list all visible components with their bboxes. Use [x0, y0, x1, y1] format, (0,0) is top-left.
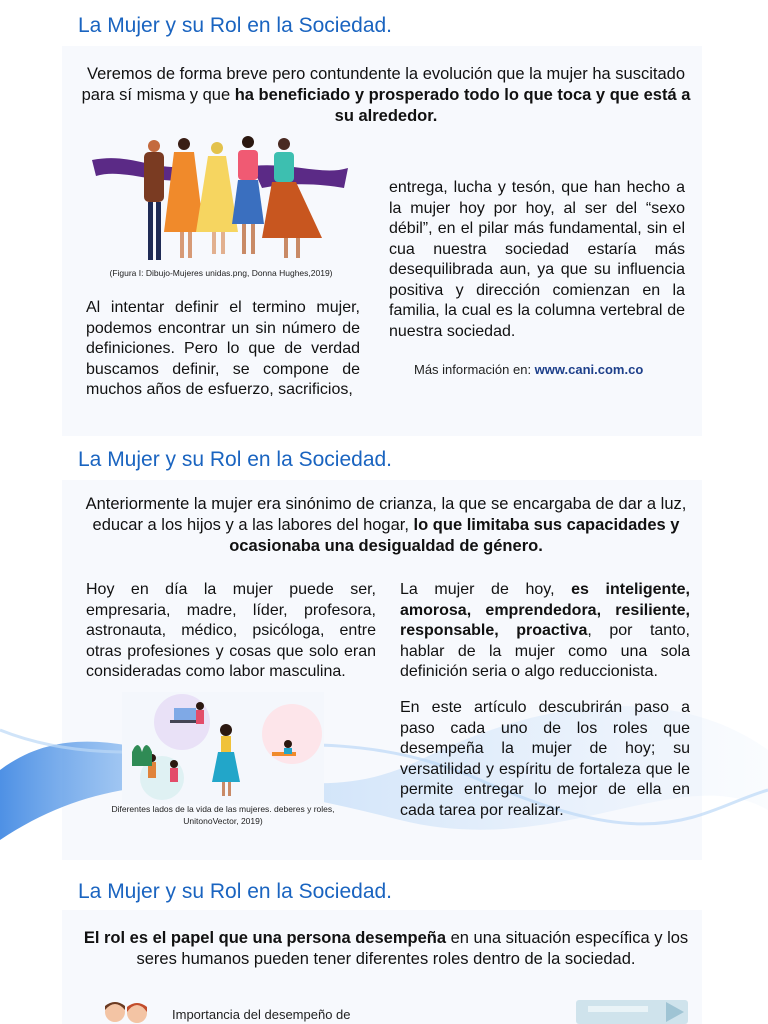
section-1-title: La Mujer y su Rol en la Sociedad. [78, 14, 393, 37]
section-2-title: La Mujer y su Rol en la Sociedad. [78, 448, 393, 471]
section-2-right-p1 [400, 580, 690, 683]
more-info-link[interactable]: www.cani.com.co [534, 362, 644, 377]
section-2-figure-caption-line2: UnitonoVector, 2019) [183, 816, 263, 826]
section-3-intro-text: en una situación específica y los seres humanos pueden tener diferentes roles dentro de la sociedad. [136, 929, 689, 968]
more-info-label: Más información en: [414, 362, 535, 377]
section-2-left-text: Hoy en día la mujer puede ser, empresaria, madre, líder, profesora, astronauta, médico, psicóloga, entre otras profesiones y cosas que solo eran consideradas como labor masculina. [86, 581, 376, 680]
section-1-left-text: Al intentar definir el termino mujer, podemos encontrar un sin número de definiciones. Pero lo que de verdad buscamos definir, se compone de muchos años de esfuerzo, sacrificios, [86, 299, 360, 398]
section-1-intro-bold: ha beneficiado y prosperado todo lo que toca y que está a su alrededor. [234, 86, 691, 125]
section-1-intro [78, 64, 694, 127]
section-2-right-p2: En este artículo descubrirán paso a paso cada uno de los roles que desempeña la mujer de hoy; su versatilidad y espíritu de fortaleza que le permite entregar lo mejor de ella en cada tarea por realizar. [400, 699, 690, 819]
section-1-figure-caption: (Figura I: Dibujo-Mujeres unidas.png, Donna Hughes,2019) [109, 268, 333, 278]
section-3-intro-bold: El rol es el papel que una persona desempeña [83, 929, 447, 947]
more-info [414, 362, 643, 377]
section-2-right-p1-bold: es inteligente, amorosa, emprendedora, resiliente, responsable, proactiva [400, 581, 690, 639]
section-2-intro-text: Anteriormente la mujer era sinónimo de crianza, la que se encargaba de dar a luz, educar a los hijos y a las labores del hogar, [85, 495, 687, 534]
section-2-intro-bold: lo que limitaba sus capacidades y ocasionaba una desigualdad de género. [229, 516, 680, 555]
section-1-intro-text: Veremos de forma breve pero contundente la evolución que la mujer ha suscitado para sí misma y que [81, 65, 686, 104]
people-avatars-icon [102, 1000, 152, 1024]
section-1-right-text: entrega, lucha y tesón, que han hecho a la mujer hoy por hoy, al ser del “sexo débil”, en el pilar más fundamental, sin el cua nuestra sociedad estaría más desequilibrada aun, ya que su influencia positiva y dirección comienzan en la familia, la cual es la columna vertebral de nuestra sociedad. [389, 179, 685, 340]
women-roles-illustration [122, 692, 324, 804]
section-2-right-p1-rest: , por tanto, hablar de la mujer como una sola definición seria o algo reduccionista. [400, 622, 690, 680]
section-2-right-p1-text: La mujer de hoy, [400, 581, 572, 598]
section-3-title: La Mujer y su Rol en la Sociedad. [78, 880, 393, 903]
section-3-footer-text: Importancia del desempeño de [172, 1007, 351, 1022]
section-2-figure-caption-line1: Diferentes lados de la vida de las mujeres. deberes y roles, [111, 804, 335, 814]
women-united-illustration [92, 132, 350, 266]
section-2-intro [78, 494, 694, 557]
section-3-intro [78, 928, 694, 970]
card-graphic [576, 998, 688, 1024]
